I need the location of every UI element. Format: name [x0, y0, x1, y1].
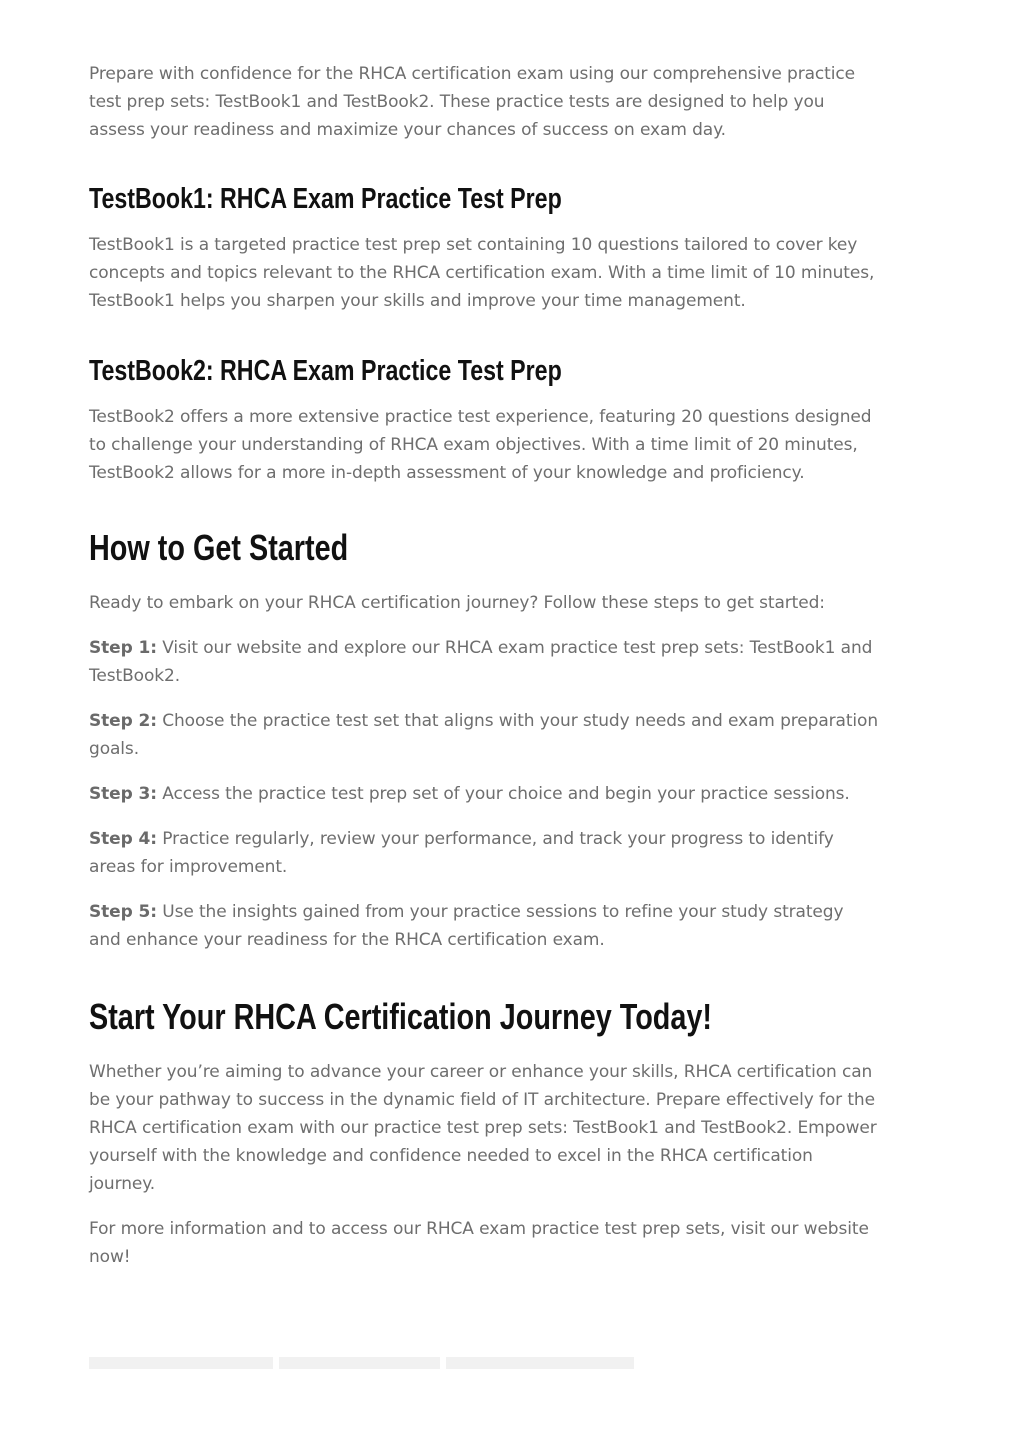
- step-4-text: Practice regularly, review your performance, and track your progress to identify areas for improvement.: [89, 829, 834, 877]
- get-started-intro: Ready to embark on your RHCA certification journey? Follow these steps to get started:: [89, 593, 825, 613]
- step-3-label: Step 3:: [89, 784, 157, 804]
- testbook2-paragraph: TestBook2 offers a more extensive practice test experience, featuring 20 questions designed to challenge your understanding of RHCA exam objectives. With a time limit of 20 minutes, TestBook2 allows for a more in-depth assessment of your knowledge and proficiency.: [89, 407, 872, 483]
- placeholder-bar: [89, 1357, 273, 1369]
- placeholder-bar: [446, 1357, 634, 1369]
- step-1-text: Visit our website and explore our RHCA exam practice test prep sets: TestBook1 and TestBook2.: [89, 638, 873, 686]
- step-4-label: Step 4:: [89, 829, 157, 849]
- step-1: [89, 634, 879, 690]
- closing-paragraph: For more information and to access our RHCA exam practice test prep sets, visit our website now!: [89, 1219, 869, 1267]
- journey-heading: Start Your RHCA Certification Journey Today!: [89, 996, 713, 1037]
- article-content: [89, 60, 879, 1271]
- step-1-label: Step 1:: [89, 638, 157, 658]
- journey-paragraph: Whether you’re aiming to advance your career or enhance your skills, RHCA certification can be your pathway to success in the dynamic field of IT architecture. Prepare effectively for the RHCA certification exam with our practice test prep sets: TestBook1 and TestBook2. Empower yourself with the knowledge and confidence needed to excel in the RHCA certification journey.: [89, 1062, 877, 1194]
- get-started-heading: How to Get Started: [89, 527, 349, 568]
- step-5: [89, 898, 879, 954]
- testbook1-heading: TestBook1: RHCA Exam Practice Test Prep: [89, 183, 562, 215]
- testbook2-heading: TestBook2: RHCA Exam Practice Test Prep: [89, 355, 562, 387]
- step-3: [89, 780, 879, 808]
- step-2: [89, 707, 879, 763]
- step-4: [89, 825, 879, 881]
- step-3-text: Access the practice test prep set of your choice and begin your practice sessions.: [156, 784, 850, 804]
- step-5-text: Use the insights gained from your practice sessions to refine your study strategy and enhance your readiness for the RHCA certification exam.: [89, 902, 844, 950]
- intro-paragraph: Prepare with confidence for the RHCA certification exam using our comprehensive practice test prep sets: TestBook1 and TestBook2. These practice tests are designed to help you assess your readiness and maximize your chances of success on exam day.: [89, 64, 855, 140]
- step-5-label: Step 5:: [89, 902, 157, 922]
- testbook1-paragraph: TestBook1 is a targeted practice test prep set containing 10 questions tailored to cover key concepts and topics relevant to the RHCA certification exam. With a time limit of 10 minutes, TestBook1 helps you sharpen your skills and improve your time management.: [89, 235, 875, 311]
- placeholder-bar: [279, 1357, 440, 1369]
- step-2-text: Choose the practice test set that aligns with your study needs and exam preparation goals.: [89, 711, 879, 759]
- step-2-label: Step 2:: [89, 711, 157, 731]
